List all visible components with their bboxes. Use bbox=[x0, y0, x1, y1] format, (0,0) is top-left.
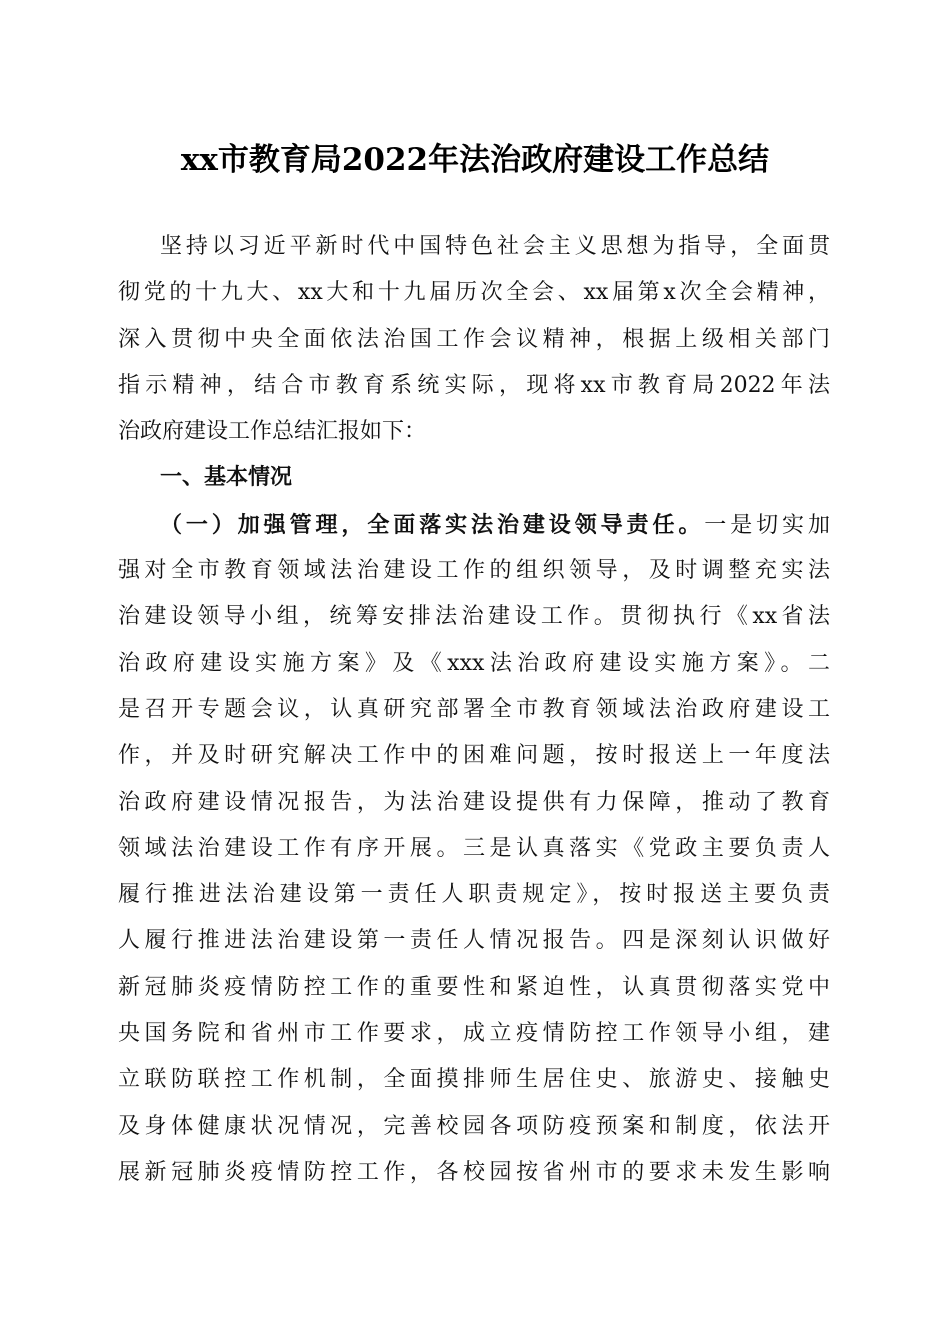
body-line: 领域法治建设工作有序开展。三是认真落实《党政主要负责人 bbox=[118, 835, 830, 861]
body-line: 及身体健康状况情况，完善校园各项防疫预案和制度，依法开 bbox=[118, 1113, 830, 1139]
intro-line: 坚持以习近平新时代中国特色社会主义思想为指导，全面贯 bbox=[160, 234, 830, 259]
body-line: 是召开专题会议，认真研究部署全市教育领域法治政府建设工 bbox=[118, 696, 830, 722]
intro-line: 深入贯彻中央全面依法治国工作会议精神，根据上级相关部门 bbox=[118, 326, 830, 352]
subsection-lead-text: 一是切实加 bbox=[704, 512, 830, 538]
body-line: 新冠肺炎疫情防控工作的重要性和紧迫性，认真贯彻落实党中 bbox=[118, 974, 830, 1000]
section-heading: 一、基本情况 bbox=[160, 465, 293, 491]
body-line: 央国务院和省州市工作要求，成立疫情防控工作领导小组，建 bbox=[118, 1021, 830, 1047]
body-line: 治政府建设情况报告，为法治建设提供有力保障，推动了教育 bbox=[118, 789, 830, 815]
body-line: 人履行推进法治建设第一责任人情况报告。四是深刻认识做好 bbox=[118, 928, 830, 954]
document-title: xx市教育局2022年法治政府建设工作总结 bbox=[180, 142, 770, 178]
intro-line: 指示精神，结合市教育系统实际，现将xx市教育局2022年法 bbox=[118, 372, 830, 398]
body-line: 治政府建设实施方案》及《xxx法治政府建设实施方案》。二 bbox=[118, 650, 830, 676]
intro-line: 彻党的十九大、xx大和十九届历次全会、xx届第x次全会精神， bbox=[118, 280, 830, 306]
body-line: 立联防联控工作机制，全面摸排师生居住史、旅游史、接触史 bbox=[118, 1067, 830, 1093]
body-line: 作，并及时研究解决工作中的困难问题，按时报送上一年度法 bbox=[118, 743, 830, 769]
body-line: 展新冠肺炎疫情防控工作，各校园按省州市的要求未发生影响 bbox=[118, 1159, 830, 1185]
intro-line: 治政府建设工作总结汇报如下： bbox=[118, 419, 427, 445]
body-line: 履行推进法治建设第一责任人职责规定》，按时报送主要负责 bbox=[118, 882, 830, 908]
document-body bbox=[118, 224, 830, 1196]
subsection-heading: （一）加强管理，全面落实法治建设领导责任。 bbox=[160, 511, 705, 538]
body-line: 治建设领导小组，统筹安排法治建设工作。贯彻执行《xx省法 bbox=[118, 604, 830, 630]
body-line: 强对全市教育领域法治建设工作的组织领导，及时调整充实法 bbox=[118, 558, 830, 584]
subsection-lead-line bbox=[118, 502, 830, 548]
